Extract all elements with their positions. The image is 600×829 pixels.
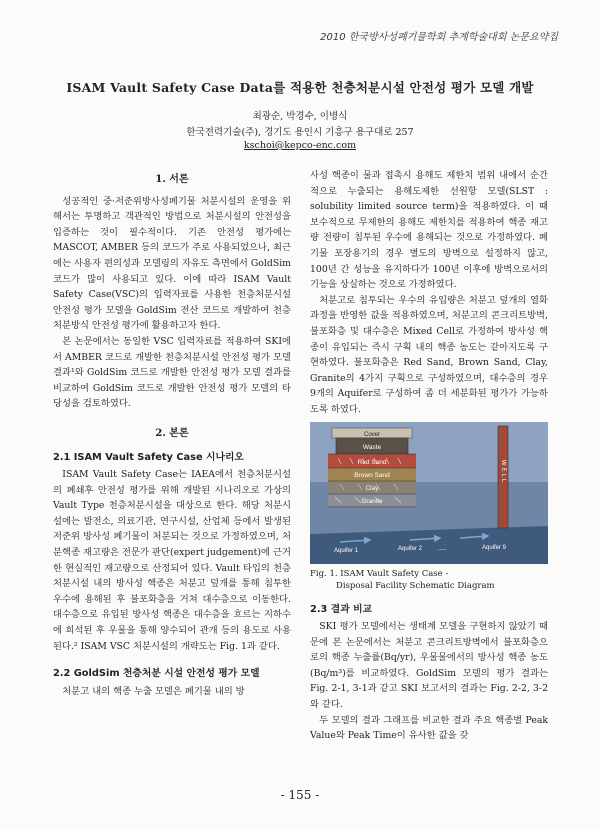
aquifer-label-2: Aquifer 2 [398,545,423,552]
authors: 최광순, 박경수, 이병식 [252,111,348,122]
paragraph: 처분고 내의 핵종 누출 모델은 폐기물 내의 방 [62,685,245,697]
section-heading-body: 2. 본론 [155,427,189,439]
paragraph: 처분고로 침투되는 우수의 유입량은 처분고 덮개의 열화과정을 반영한 값을 적용하였으며, 처분고의 콘크리트방벽, 불포화층 및 대수층은 Mixed Cell로 가정하여 방사성 핵종이 유입되는 즉시 구획 내의 핵종 농도는 같아지도록 구현하였다. 불포화층은 Red Sand, Brown Sand, Clay, Granite의 4가지 구획으로 구성하였으며, 대수층의 경우 9개의 Aquifer로 구성하여 좀 더 세분화된 평가가 가능하도록 하였다. [310,294,548,415]
conference-header: 2010 한국방사성폐기물학회 추계학술대회 논문요약집 [320,32,558,43]
layer-label-waste: Waste [362,443,382,451]
section-heading-introduction: 1. 서론 [155,174,189,185]
paragraph: 사성 핵종이 물과 접촉시 용해도 제한치 범위 내에서 순간적으로 누출되는 용해도제한 선원항 모델(SLST : solubility limited source term)을 적용하였다. 이 때 보수적으로 무제한의 용해도 제한치를 적용하여 핵종 재고량 전량이 침투된 우수에 용해되는 것으로 가정하였다. 폐기물 포장용기의 경우 별도의 방벽으로 설정하지 않고, 100년 간 성능을 유지하다가 100년 이후에 방벽으로서의 기능을 상실하는 것으로 가정하였다. [310,170,548,291]
aquifer-label-1: Aquifer 1 [334,547,359,554]
figure-1-schematic [310,422,548,564]
schematic-diagram [310,422,548,564]
layer-label-granite: Granite [361,497,383,505]
affiliation: 한국전력기술(주), 경기도 용인시 기흥구 용구대로 257 [186,127,414,138]
figure-caption-line2: Disposal Facility Schematic Diagram [336,580,495,591]
well-label: WELL [500,459,506,484]
paragraph: ISAM Vault Safety Case는 IAEA에서 천층처분시설의 폐쇄후 안전성 평가를 위해 개발된 시나리오로 가상의 Vault Type 천층처분시설을 대상으로 한다. 해당 처분시설에는 발전소, 의료기관, 연구시설, 산업체 등에서 발생된 저준위 방사성 폐기물이 처분되는 것으로 가정하였으며, 처분핵종 재고량은 전문가 판단(expert judgement)에 근거한 현실적인 재고량으로 산정되어 있다. Vault 타입의 천층처분시설 내의 방사성 핵종은 처분고 덮개를 통해 침투한 우수에 용해된 후 불포화층을 거쳐 대수층으로 이동한다. 대수층으로 유입된 방사성 핵종은 대수층을 흐르는 지하수에 희석된 후 우물을 통해 양수되어 관개 등의 용도로 사용된다.² ISAM VSC 처분시설의 개략도는 Fig. 1과 같다. [53,469,291,652]
aquifer-label-9: Aquifer 9 [482,544,507,551]
left-column [53,168,291,699]
author-email[interactable]: kschoi@kepco-enc.com [243,140,357,151]
paper-title: ISAM Vault Safety Case Data를 적용한 천층처분시설 안전성 평가 모델 개발 [66,80,534,95]
paragraph: 본 논문에서는 동일한 VSC 입력자료를 적용하여 SKI에서 AMBER 코드로 개발한 천층처분시설 안전성 평가 모델 결과¹와 GoldSim 코드로 개발한 안전성 평가 모델 결과를 비교하여 GoldSim 코드로 개발한 안전성 평가 모델의 타당성을 검토하였다. [53,335,291,410]
layer-label-red-sand: Red Sand [357,458,387,466]
layer-label-brown-sand: Brown Sand [354,471,390,479]
paragraph: SKI 평가 모델에서는 생태계 모델을 구현하지 않았기 때문에 본 논문에서는 처분고 콘크리트방벽에서 불포화층으로의 핵종 누출률(Bq/yr), 우물물에서의 방사성 핵종 농도(Bq/m³)를 비교하였다. GoldSim 모델의 평가 결과는 Fig. 2-1, 3-1과 같고 SKI 보고서의 결과는 Fig. 2-2, 3-2와 같다. [310,621,548,711]
paragraph: 두 모델의 결과 그래프를 비교한 결과 주요 핵종별 Peak Value와 Peak Time이 유사한 값을 갖 [310,714,548,742]
aquifer-dots: ..... [438,545,447,552]
layer-label-cover: Cover [363,431,381,438]
figure-caption-line1: Fig. 1. ISAM Vault Safety Case - [310,568,449,579]
layer-label-clay: Clay [365,484,379,492]
right-column [310,168,548,744]
subsection-heading-2-3: 2.3 결과 비교 [310,603,373,615]
subsection-heading-2-1: 2.1 ISAM Vault Safety Case 시나리오 [53,451,244,463]
subsection-heading-2-2: 2.2 GoldSim 천층처분 시설 안전성 평가 모델 [53,668,260,680]
page-number: - 155 - [280,788,320,802]
paragraph: 성공적인 중·저준위방사성폐기물 처분시설의 운영을 위해서는 투명하고 객관적인 방법으로 처분시설의 안전성을 입증하는 것이 필수적이다. 기존 안전성 평가에는 MASCOT, AMBER 등의 코드가 주로 사용되었으나, 최근에는 사용자 편의성과 모델링의 자유도 측면에서 GoldSim 코드가 많이 사용되고 있다. 이에 따라 ISAM Vault Safety Case(VSC)의 입력자료를 사용한 천층처분시설 안전성 평가 모델을 GoldSim 전산 코드로 개발하여 천층처분방식 안전성 평가에 활용하고자 한다. [53,195,291,332]
